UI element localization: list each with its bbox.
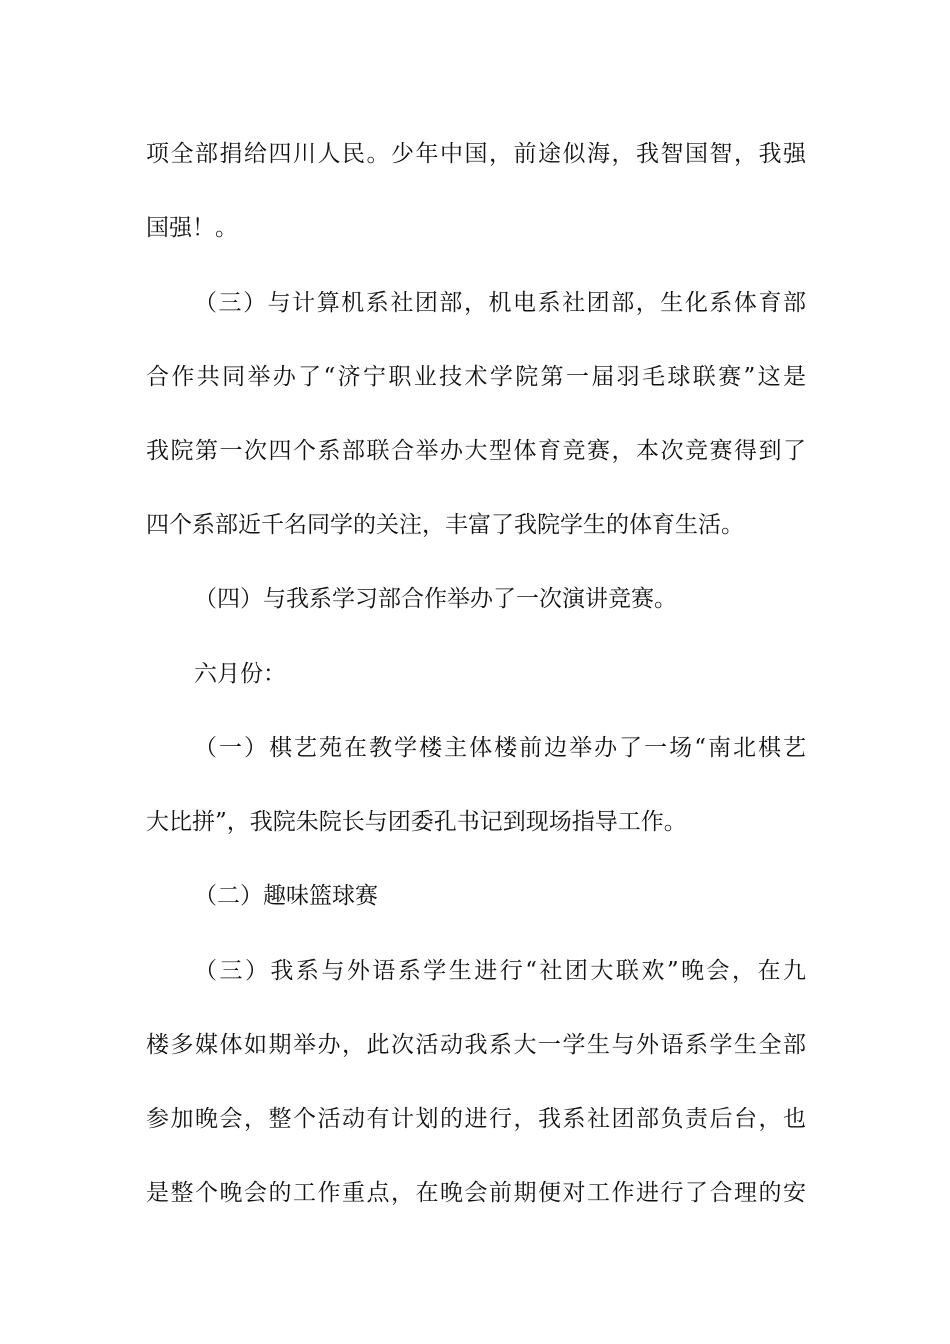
text-line: （三）与计算机系社团部，机电系社团部，生化系体育部 xyxy=(194,290,806,316)
text-line: 大比拼”，我院朱院长与团委孔书记到现场指导工作。 xyxy=(146,809,687,835)
text-line: 是整个晚会的工作重点，在晚会前期便对工作进行了合理的安 xyxy=(146,1180,806,1206)
text-line: （二）趣味篮球赛 xyxy=(194,883,378,909)
section-heading: 六月份： xyxy=(194,661,286,687)
text-line: （三）我系与外语系学生进行“社团大联欢”晚会，在九 xyxy=(194,958,806,984)
text-line: （一）棋艺苑在教学楼主体楼前边举办了一场“南北棋艺 xyxy=(194,735,806,761)
text-line: 我院第一次四个系部联合举办大型体育竞赛，本次竞赛得到了 xyxy=(146,438,806,464)
text-line: 四个系部近千名同学的关注，丰富了我院学生的体育生活。 xyxy=(146,512,744,538)
text-line: 国强！。 xyxy=(146,215,238,241)
text-line: 楼多媒体如期举办，此次活动我系大一学生与外语系学生全部 xyxy=(146,1032,806,1058)
text-line: 参加晚会，整个活动有计划的进行，我系社团部负责后台，也 xyxy=(146,1106,806,1132)
text-line: （四）与我系学习部合作举办了一次演讲竞赛。 xyxy=(194,586,677,612)
text-line: 项全部捐给四川人民。少年中国，前途似海，我智国智，我强 xyxy=(146,141,806,167)
text-line: 合作共同举办了“济宁职业技术学院第一届羽毛球联赛”这是 xyxy=(146,364,806,390)
